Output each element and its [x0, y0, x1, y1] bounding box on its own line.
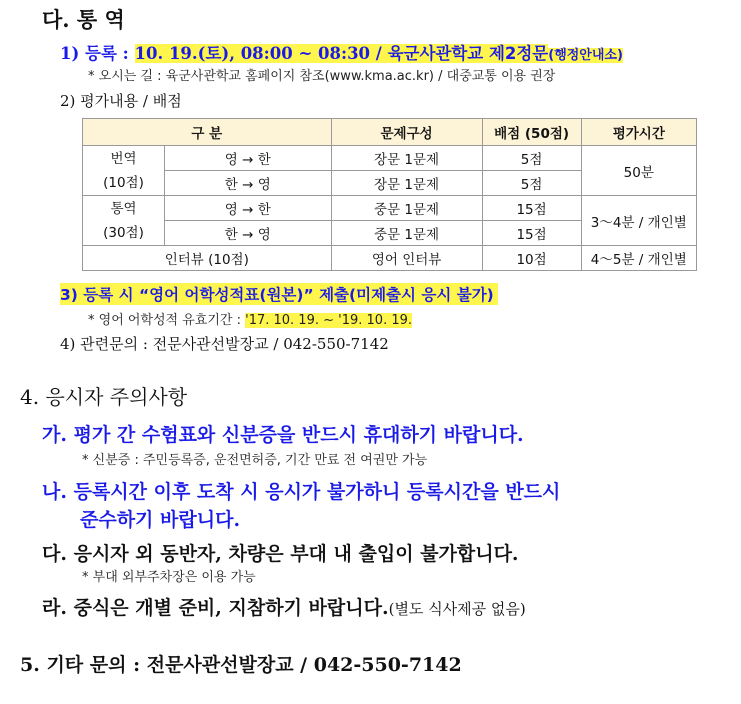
precaution-ga-note: * 신분증 : 주민등록증, 운전면허증, 기간 만료 전 여권만 가능: [82, 453, 428, 468]
validity-label: * 영어 어학성적 유효기간 :: [88, 313, 246, 328]
score-validity-note: [88, 309, 412, 328]
precaution-da-note: * 부대 외부주차장은 이용 가능: [82, 570, 256, 585]
time-cell: 3～4분 / 개인별: [581, 196, 696, 246]
section-title-interpretation: 다. 통 역: [42, 7, 125, 32]
header-composition: 문제구성: [331, 119, 482, 146]
direction-cell: 영 → 한: [165, 196, 332, 221]
validity-period: '17. 10. 19. ~ '19. 10. 19.: [245, 313, 413, 328]
score-cell: 10점: [482, 246, 581, 271]
direction-cell: 한 → 영: [165, 221, 332, 246]
registration-line: [60, 40, 623, 64]
precaution-ra-line: [42, 593, 526, 620]
interview-cell: 인터뷰 (10점): [83, 246, 332, 271]
direction-cell: 한 → 영: [165, 171, 332, 196]
composition-cell: 영어 인터뷰: [331, 246, 482, 271]
registration-place-note: (행정안내소): [548, 48, 623, 63]
precaution-na-cont: 준수하기 바랍니다.: [80, 509, 241, 531]
precaution-da: 다. 응시자 외 동반자, 차량은 부대 내 출입이 불가합니다.: [42, 543, 519, 565]
composition-cell: 장문 1문제: [331, 171, 482, 196]
precaution-na: 나. 등록시간 이후 도착 시 응시가 불가하니 등록시간을 반드시: [42, 481, 561, 503]
precaution-ga: 가. 평가 간 수험표와 신분증을 반드시 휴대하기 바랍니다.: [42, 424, 524, 446]
group-interpretation: 통역 (30점): [83, 196, 165, 246]
registration-label: 1) 등록 :: [60, 44, 135, 63]
group-translation: 번역 (10점): [83, 146, 165, 196]
score-cell: 5점: [482, 171, 581, 196]
precaution-ra-suffix: (별도 식사제공 없음): [388, 600, 526, 618]
direction-cell: 영 → 한: [165, 146, 332, 171]
time-cell: 50분: [581, 146, 696, 196]
score-cell: 5점: [482, 146, 581, 171]
section-title-precautions: 4. 응시자 주의사항: [20, 385, 188, 409]
registration-separator: /: [370, 44, 388, 63]
evaluation-table: [82, 118, 697, 271]
evaluation-content-heading: 2) 평가내용 / 배점: [60, 92, 182, 110]
score-cell: 15점: [482, 221, 581, 246]
inquiry-line: 4) 관련문의 : 전문사관선발장교 / 042-550-7142: [60, 335, 389, 353]
score-report-requirement: 3) 등록 시 “영어 어학성적표(원본)” 제출(미제출시 응시 불가): [60, 283, 498, 305]
header-category: 구 분: [83, 119, 332, 146]
score-cell: 15점: [482, 196, 581, 221]
registration-place: 육군사관학교 제2정문: [387, 44, 549, 63]
section-title-other-inquiry: 5. 기타 문의 : 전문사관선발장교 / 042-550-7142: [20, 654, 462, 676]
registration-datetime: 10. 19.(토), 08:00 ~ 08:30: [134, 44, 371, 63]
header-time: 평가시간: [581, 119, 696, 146]
composition-cell: 장문 1문제: [331, 146, 482, 171]
precaution-ra: 라. 중식은 개별 준비, 지참하기 바랍니다.: [42, 597, 389, 619]
composition-cell: 중문 1문제: [331, 221, 482, 246]
directions-note: * 오시는 길 : 육군사관학교 홈페이지 참조(www.kma.ac.kr) / 대중교통 이용 권장: [88, 69, 556, 84]
composition-cell: 중문 1문제: [331, 196, 482, 221]
time-cell: 4～5분 / 개인별: [581, 246, 696, 271]
header-score: 배점 (50점): [482, 119, 581, 146]
